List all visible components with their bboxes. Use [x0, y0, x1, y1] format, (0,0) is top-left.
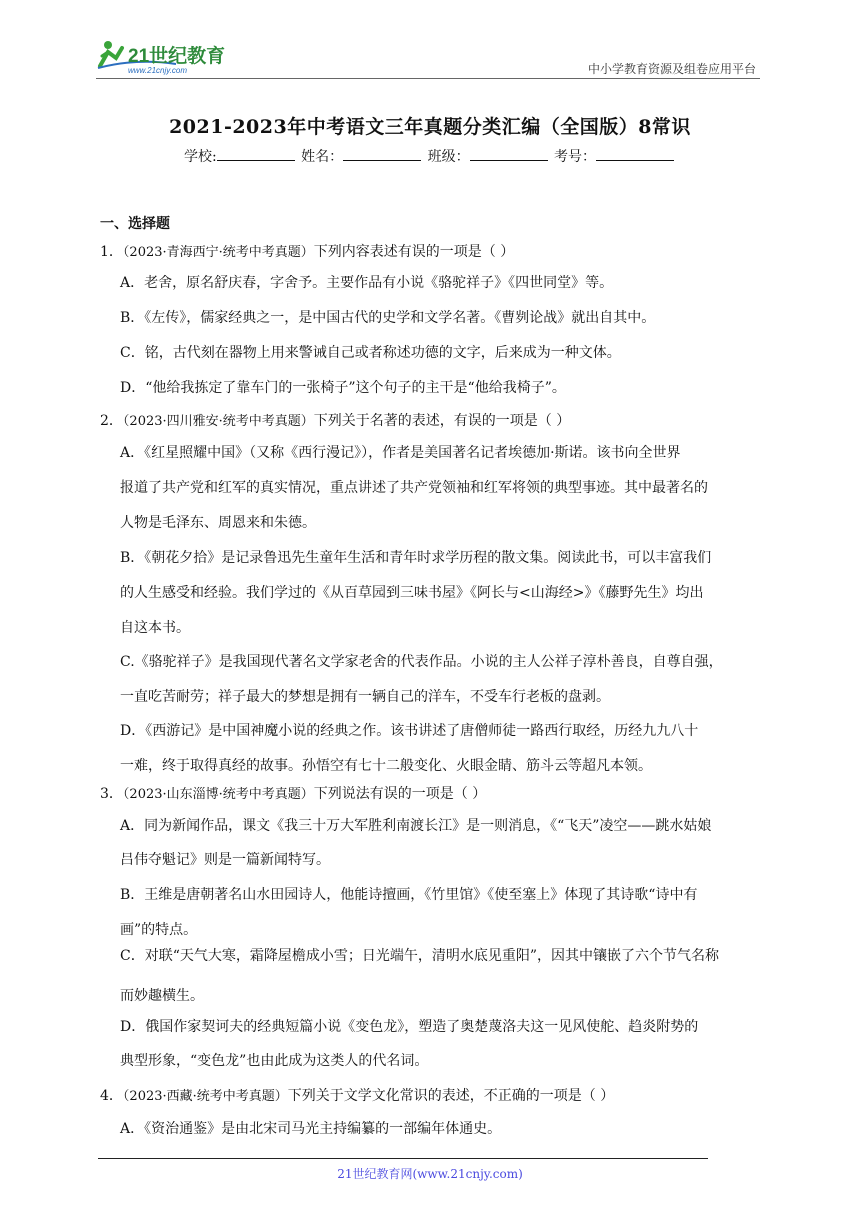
page-title: 2021-2023年中考语文三年真题分类汇编（全国版）8常识: [169, 116, 691, 138]
option-line: A．同为新闻作品，课文《我三十万大军胜利南渡长江》是一则消息，《“飞天”凌空——跳水姑娘: [120, 818, 712, 834]
header-platform-text: 中小学教育资源及组卷应用平台: [587, 62, 756, 76]
option-line: 自这本书。: [120, 620, 190, 636]
option-line: A．老舍，原名舒庆春，字舍予。主要作品有小说《骆驼祥子》《四世同堂》等。: [120, 275, 614, 291]
name-label: 姓名：: [301, 149, 344, 165]
option-line: B．《左传》，儒家经典之一，是中国古代的史学和文学名著。《曹刿论战》就出自其中。: [120, 310, 656, 326]
school-label: 学校:: [183, 149, 217, 165]
option-line-with-emphasis: C．对联“天气大寒，霜降屋檐成小雪；日光端午，清明水底见重阳”，因其中镶嵌了六个节气名称: [120, 948, 720, 964]
option-line: A．《资治通鉴》是由北宋司马光主持编纂的一部编年体通史。: [120, 1121, 502, 1137]
question-stem: 下列内容表述有误的一项是（ ）: [313, 244, 515, 260]
page-header: [96, 36, 760, 78]
question-stem: 下列关于文学文化常识的表述，不正确的一项是（ ）: [287, 1088, 615, 1104]
question-stem: 下列关于名著的表述，有误的一项是（ ）: [313, 413, 571, 429]
section-title: 一、选择题: [100, 216, 170, 232]
option-line: B．王维是唐朝著名山水田园诗人，他能诗擅画，《竹里馆》《使至塞上》体现了其诗歌“诗中有: [120, 887, 698, 903]
option-line: D．“他给我拣定了靠车门的一张椅子”这个句子的主干是“他给我椅子”。: [120, 380, 566, 396]
option-line: A．《红星照耀中国》（又称《西行漫记》），作者是美国著名记者埃德加·斯诺。该书向全世界: [120, 445, 681, 461]
question-number: 4．: [100, 1088, 123, 1104]
number-label: 考号：: [554, 149, 597, 165]
question-source: （2023·青海西宁·统考中考真题）: [122, 245, 314, 260]
option-line: 画”的特点。: [120, 922, 198, 938]
option-line: 一直吃苦耐劳；祥子最大的梦想是拥有一辆自己的洋车，不受车行老板的盘剥。: [120, 689, 610, 705]
question-3: [100, 784, 764, 805]
name-blank: [343, 148, 421, 161]
number-blank: [596, 148, 674, 161]
footer-divider: [98, 1158, 708, 1159]
option-line: 的人生感受和经验。我们学过的《从百草园到三味书屋》《阿长与<山海经>》《藤野先生》均出: [120, 585, 704, 601]
question-4: [100, 1086, 764, 1107]
class-label: 班级：: [427, 149, 470, 165]
logo-text: 21世纪教育: [128, 46, 226, 67]
option-line: 典型形象，“变色龙”也由此成为这类人的代名词。: [120, 1053, 429, 1069]
student-info-line: [0, 146, 860, 166]
question-source: （2023·四川雅安·统考中考真题）: [122, 414, 314, 429]
option-line: 而妙趣横生。: [120, 988, 204, 1004]
option-line: B．《朝花夕拾》是记录鲁迅先生童年生活和青年时求学历程的散文集。阅读此书，可以丰富我们: [120, 550, 712, 566]
option-line: C．铭，古代刻在器物上用来警诫自己或者称述功德的文字，后来成为一种文体。: [120, 345, 621, 361]
question-number: 2．: [100, 413, 123, 429]
option-line: 一难，终于取得真经的故事。孙悟空有七十二般变化、火眼金睛、筋斗云等超凡本领。: [120, 758, 652, 774]
question-stem: 下列说法有误的一项是（ ）: [313, 786, 487, 802]
question-2: [100, 411, 764, 432]
option-line: 报道了共产党和红军的真实情况，重点讲述了共产党领袖和红军将领的典型事迹。其中最著名的: [120, 480, 708, 496]
question-1: [100, 242, 764, 263]
class-blank: [470, 148, 548, 161]
question-source: （2023·山东淄博·统考中考真题）: [122, 787, 314, 802]
logo-url: www.21cnjy.com: [128, 66, 187, 75]
header-divider: [96, 78, 760, 79]
school-blank: [217, 148, 295, 161]
option-line: 人物是毛泽东、周恩来和朱德。: [120, 515, 316, 531]
option-line: 吕伟夺魁记》则是一篇新闻特写。: [120, 852, 330, 868]
logo-21cnjy: [96, 36, 266, 76]
question-number: 1．: [100, 244, 123, 260]
option-line: D．俄国作家契诃夫的经典短篇小说《变色龙》，塑造了奥楚蔑洛夫这一见风使舵、趋炎附势的: [120, 1019, 699, 1035]
footer-text[interactable]: 21世纪教育网(www.21cnjy.com): [337, 1167, 523, 1181]
option-line: D．《西游记》是中国神魔小说的经典之作。该书讲述了唐僧师徒一路西行取经，历经九九八十: [120, 723, 699, 739]
question-source: （2023·西藏·统考中考真题）: [122, 1089, 288, 1104]
option-line: C.《骆驼祥子》是我国现代著名文学家老舍的代表作品。小说的主人公祥子淳朴善良，自尊自强，: [120, 654, 723, 670]
question-number: 3．: [100, 786, 123, 802]
